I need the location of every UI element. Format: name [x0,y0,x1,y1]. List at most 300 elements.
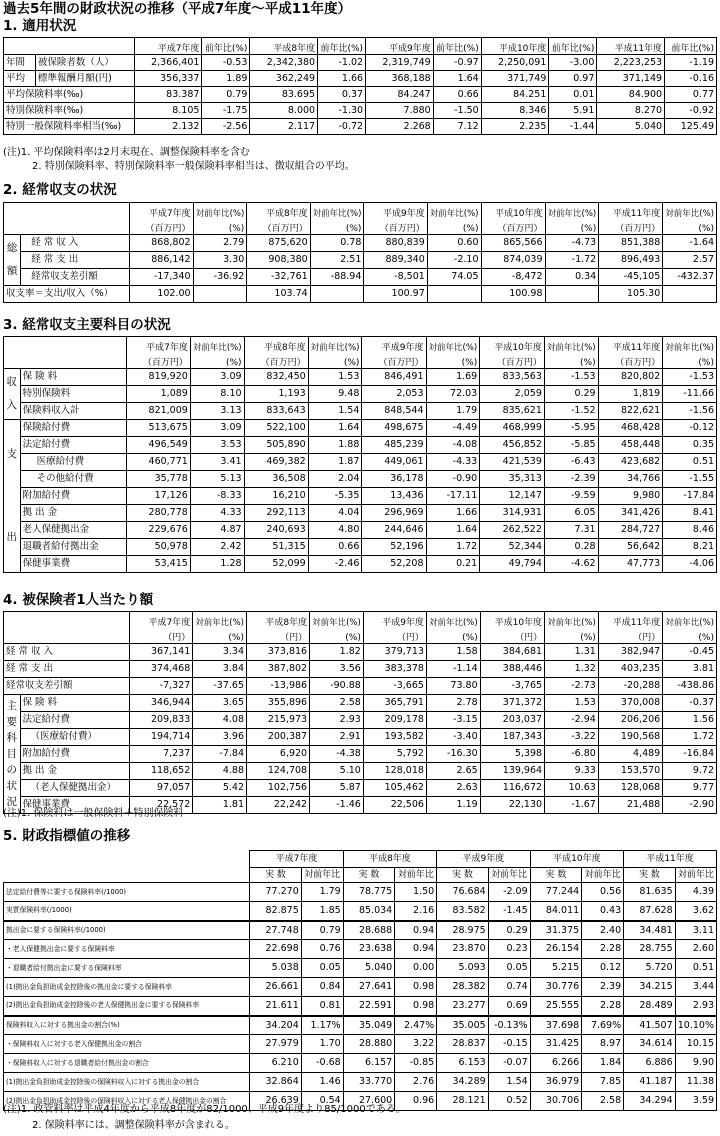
table-cell: 83.695 [250,87,318,103]
table-row [4,997,717,1016]
table-cell: 77.270 [250,883,302,902]
sub-header: 実 数 [437,868,489,883]
col-header: 前年比(%) [433,38,481,55]
table-cell: -0.13% [488,1016,530,1035]
table-cell: 5.215 [530,959,582,978]
table-cell: 9.90 [675,1054,716,1073]
table-cell: 522,100 [244,420,308,437]
table-cell: 851,388 [599,235,663,252]
table-cell: 2.91 [310,729,364,746]
table-cell: 1.54 [488,1073,530,1092]
table-cell: 17,126 [126,488,190,505]
table-cell: 84.251 [481,87,549,103]
year-header: 平成11年度 [624,851,717,868]
table-cell: 52,208 [362,556,426,573]
table-cell: 5.093 [437,959,489,978]
table-cell: -16.84 [663,746,717,763]
table-cell: 0.77 [665,87,717,103]
table-cell: -3,665 [363,678,426,695]
table-cell: 1.85 [301,902,343,921]
table-cell: 1.58 [426,644,480,661]
table-cell: 81.635 [624,883,676,902]
table-cell: 49,794 [480,556,545,573]
table-cell: 2,319,749 [366,55,434,71]
table-cell: 1.81 [193,797,247,814]
table-cell: -9.59 [544,488,598,505]
group-char: 況 [6,796,17,808]
table-cell: 4.39 [675,883,716,902]
table-cell: -0.12 [663,420,717,437]
table-cell: -2.73 [545,678,599,695]
table-cell: -0.90 [426,471,480,488]
table-cell: 356,337 [134,71,202,87]
table-cell: 139,964 [480,763,544,780]
table-cell: 35.049 [343,1016,395,1035]
col-header: 平成8年度 [247,203,310,219]
table-cell: -1.55 [663,471,717,488]
table-cell: 27.641 [343,978,395,997]
table-row [4,921,717,940]
row-label: 経常収支差引額 [4,678,130,695]
table-cell: 832,450 [244,369,308,386]
table-cell: 0.98 [395,978,437,997]
table-cell: 125.49 [665,119,717,135]
table-cell: -0.92 [665,103,717,119]
table-cell: 0.94 [395,940,437,959]
table-cell: 0.51 [663,454,717,471]
col-header: 平成9年度 [363,612,426,628]
table-cell: 403,235 [598,661,662,678]
row-label: 附加給付費 [20,488,126,505]
table-cell: 9.48 [308,386,362,403]
table-cell: 373,816 [247,644,310,661]
year-header: 平成10年度 [530,851,623,868]
row-group-label [4,235,21,286]
col-header: 平成10年度 [480,612,544,628]
table-header-row [4,337,717,353]
table-cell: 240,693 [244,522,308,539]
table-cell: 2.65 [426,763,480,780]
table-cell: -1.30 [318,103,366,119]
table-cell: 1.19 [426,797,480,814]
table-cell: 22.698 [250,940,302,959]
table-cell: 1,089 [126,386,190,403]
table-cell: 371,749 [481,71,549,87]
table-cell: 7.85 [582,1073,624,1092]
table-cell: 2.268 [366,119,434,135]
col-header: 前年比(%) [318,38,366,55]
table-cell: -7.84 [193,746,247,763]
table-cell: 2.93 [675,997,716,1016]
table-header-row [4,851,717,868]
table-cell: 7,237 [130,746,193,763]
table-row [4,678,717,695]
table-cell: 886,142 [130,252,193,269]
table-cell: 36,508 [244,471,308,488]
table-cell: 52,099 [244,556,308,573]
table-cell: 0.29 [488,921,530,940]
col-unit: （円） [130,628,193,644]
table-cell: 6.210 [250,1054,302,1073]
table-cell: 3.34 [193,644,247,661]
table-cell: -8,501 [364,269,427,286]
table-cell: 5.13 [190,471,244,488]
table-cell: -0.53 [202,55,250,71]
table-cell: 379,713 [363,644,426,661]
table-cell: 26.154 [530,940,582,959]
table-row [4,1054,717,1073]
table-cell: 0.54 [301,1092,343,1111]
table-cell: -8,472 [481,269,545,286]
row-label: 法定給付費 [20,437,126,454]
table-cell: 2.04 [308,471,362,488]
col-unit: (%) [310,628,364,644]
col-header: 対前年比(%) [310,612,364,628]
row-label: (2)拠出金負担助成金控除後の保険料収入に対する老人保健拠出金の割合 [4,1092,250,1111]
row-label: (2)拠出金負担助成金控除後の老人保健拠出金に要する保険料率 [4,997,250,1016]
col-header: 前年比(%) [202,38,250,55]
table-cell: 27.748 [250,921,302,940]
col-unit: （円） [247,628,310,644]
table-cell: 1.31 [545,644,599,661]
col-unit: （百万円） [130,219,193,235]
table-cell: -1.46 [310,797,364,814]
table-cell: 3.41 [190,454,244,471]
col-header: 平成8年度 [250,38,318,55]
table-cell: -3.22 [545,729,599,746]
coverage-table [3,37,717,135]
col-header: 平成9年度 [366,38,434,55]
table-cell: -1.56 [663,403,717,420]
table-cell: 22,242 [247,797,310,814]
table-row [4,978,717,997]
row-label: 附加給付費 [20,746,130,763]
table-cell: -1.50 [433,103,481,119]
group-char: の [6,764,17,776]
table-cell: -1.52 [544,403,598,420]
group-char: 出 [6,531,18,543]
col-unit: （百万円） [598,353,663,369]
table-cell: 25.555 [530,997,582,1016]
table-row [4,420,717,437]
col-header: 平成9年度 [362,337,426,353]
table-cell: 2.51 [310,252,364,269]
table-cell: -0.68 [301,1054,343,1073]
table-cell: 34.294 [624,1092,676,1111]
table-cell: -3,765 [480,678,544,695]
table-cell [545,286,599,303]
table-header-row [4,628,717,644]
table-cell: 5.42 [193,780,247,797]
table-cell: 1.50 [395,883,437,902]
col-unit: （円） [598,628,662,644]
table-cell: 875,620 [247,235,310,252]
table-cell: 3.09 [190,369,244,386]
table-cell: 9.77 [663,780,717,797]
col-header: 対前年比(%) [426,612,480,628]
table-cell: 0.52 [488,1092,530,1111]
table-cell: -16.30 [426,746,480,763]
table-cell: 362,249 [250,71,318,87]
sub-header: 対前年比 [395,868,437,883]
col-unit: （百万円） [599,219,663,235]
table-cell: -4.33 [426,454,480,471]
table-cell: 0.05 [301,959,343,978]
table-cell: 22,130 [480,797,544,814]
table-cell: 8.41 [663,505,717,522]
table-cell: 2.132 [134,119,202,135]
table-cell: -90.88 [310,678,364,695]
table-cell: 36.979 [530,1073,582,1092]
table-cell: 3.84 [193,661,247,678]
table-cell: -432.37 [663,269,717,286]
section-1-note-1: (注)1. 平均保険料率は2月末現在、調整保険料率を含む [3,147,250,158]
table-cell: 34.204 [250,1016,302,1035]
table-cell: 10.10% [675,1016,716,1035]
table-row [4,1016,717,1035]
table-cell: 87.628 [624,902,676,921]
table-cell: 355,896 [247,695,310,712]
row-label: 経 常 支 出 [4,661,130,678]
table-cell: -0.07 [488,1054,530,1073]
sub-header: 実 数 [343,868,395,883]
table-cell: 3.44 [675,978,716,997]
per-capita-table [3,611,717,814]
table-cell: 280,778 [126,505,190,522]
table-cell: 8.346 [481,103,549,119]
group-char: 総 [6,241,18,254]
table-cell: 0.43 [582,902,624,921]
col-header: 対前年比(%) [308,337,362,353]
col-header: 対前年比(%) [663,612,717,628]
col-unit: (%) [308,353,362,369]
table-cell: 370,008 [598,695,662,712]
table-cell: -2.39 [544,471,598,488]
section-1-heading: 1. 適用状況 [3,18,77,34]
table-cell: 74.05 [427,269,481,286]
table-cell: 9,980 [598,488,663,505]
table-cell: 7.69% [582,1016,624,1035]
table-cell: 1.66 [426,505,480,522]
table-cell: -6.80 [545,746,599,763]
table-cell: 496,549 [126,437,190,454]
row-label: (1)拠出金負担助成金控除後の拠出金に要する保険料率 [4,978,250,997]
table-cell: -1.44 [549,119,597,135]
table-cell: 3.13 [190,403,244,420]
table-cell: 28.121 [437,1092,489,1111]
row-group-label: 平均 [4,71,36,87]
table-cell: 6.05 [544,505,598,522]
table-cell: 468,999 [480,420,545,437]
table-cell: -0.97 [433,55,481,71]
table-cell: 41.507 [624,1016,676,1035]
section-5-heading: 5. 財政指標値の推移 [3,828,131,844]
table-cell: 5.91 [549,103,597,119]
table-cell: 505,890 [244,437,308,454]
table-cell [663,286,717,303]
table-header-row [4,203,717,219]
table-cell: 1.66 [318,71,366,87]
table-cell: 908,380 [247,252,310,269]
table-row [4,695,717,712]
table-cell: 468,428 [598,420,663,437]
table-cell: -17.11 [426,488,480,505]
table-cell: 6.266 [530,1054,582,1073]
table-cell: 27.600 [343,1092,395,1111]
table-cell: 382,947 [598,644,662,661]
table-cell: 1.70 [301,1035,343,1054]
col-unit: （百万円） [126,353,190,369]
table-row [4,119,717,135]
table-cell: 105,462 [363,780,426,797]
table-cell: 23.277 [437,997,489,1016]
col-header: 平成11年度 [598,612,662,628]
table-cell: 11.38 [675,1073,716,1092]
table-cell: 193,582 [363,729,426,746]
table-cell: 1.72 [663,729,717,746]
table-cell: 209,178 [363,712,426,729]
table-cell: 8.000 [250,103,318,119]
group-char: 状 [6,780,17,792]
table-cell: 23.870 [437,940,489,959]
table-row [4,661,717,678]
col-header: 対前年比(%) [193,612,247,628]
table-cell: 485,239 [362,437,426,454]
table-cell: 31.375 [530,921,582,940]
table-cell: 2.58 [582,1092,624,1111]
table-cell: 423,682 [598,454,663,471]
table-cell: 0.66 [433,87,481,103]
table-cell: 6.153 [437,1054,489,1073]
col-header: 前年比(%) [665,38,717,55]
row-label: 保険料収入計 [20,403,126,420]
section-5-note-2: 2. 保険料率には、調整保険料率が含まれる。 [32,1120,235,1131]
table-cell: -4.49 [426,420,480,437]
table-cell: -4.08 [426,437,480,454]
col-unit: (%) [310,219,364,235]
row-label: 収支率＝支出/収入（%） [4,286,130,303]
table-cell: 16,210 [244,488,308,505]
group-char: 入 [6,399,18,411]
row-label: 経 常 支 出 [21,252,130,269]
table-cell: -5.35 [308,488,362,505]
table-cell: 8.270 [597,103,665,119]
table-cell: 368,188 [366,71,434,87]
table-cell: -3.00 [549,55,597,71]
table-cell: 374,468 [130,661,193,678]
table-cell: 889,340 [364,252,427,269]
table-row [4,437,717,454]
table-row [4,959,717,978]
table-cell: -1.72 [545,252,599,269]
table-row [4,522,717,539]
table-cell: 848,544 [362,403,426,420]
table-cell: 28.975 [437,921,489,940]
col-header: 前年比(%) [549,38,597,55]
table-cell: 0.23 [488,940,530,959]
table-cell: 0.98 [395,997,437,1016]
table-cell: -1.02 [318,55,366,71]
table-cell: 209,833 [130,712,193,729]
table-cell: -2.46 [308,556,362,573]
table-cell: -2.94 [545,712,599,729]
table-cell: 2.60 [675,940,716,959]
table-cell: -17,340 [130,269,193,286]
col-header: 平成10年度 [481,38,549,55]
table-row [4,269,717,286]
table-cell: 28.382 [437,978,489,997]
row-label: 法定給付費 [20,712,130,729]
table-row [4,403,717,420]
col-unit: （百万円） [244,353,308,369]
table-cell: 34.215 [624,978,676,997]
table-row [4,556,717,573]
table-cell: 53,415 [126,556,190,573]
row-label: 保険給付費 [20,420,126,437]
table-cell: 5.87 [310,780,364,797]
table-cell: -17.84 [663,488,717,505]
group-char: 収 [6,375,18,388]
table-cell: 26.661 [250,978,302,997]
table-cell: 821,009 [126,403,190,420]
table-cell: 2.28 [582,997,624,1016]
table-cell: 50,978 [126,539,190,556]
col-header: 対前年比(%) [190,337,244,353]
table-row [4,746,717,763]
table-cell: 0.96 [395,1092,437,1111]
table-cell: 371,149 [597,71,665,87]
table-cell: -1.53 [544,369,598,386]
table-cell: 820,802 [598,369,663,386]
table-cell: 35,313 [480,471,545,488]
row-label: 特別保険料 [20,386,126,403]
table-cell: 35,778 [126,471,190,488]
table-cell: 22,572 [130,797,193,814]
col-unit: (%) [427,219,481,235]
table-cell: -11.66 [663,386,717,403]
col-header: 平成10年度 [480,337,545,353]
table-cell: 2.63 [426,780,480,797]
table-cell: 102.00 [130,286,193,303]
table-row [4,386,717,403]
table-cell: 1.17% [301,1016,343,1035]
table-cell: 28.837 [437,1035,489,1054]
col-unit: (%) [426,353,480,369]
table-cell: 1.69 [426,369,480,386]
table-cell: 2,250,091 [481,55,549,71]
table-cell: 3.62 [675,902,716,921]
table-cell: 51,315 [244,539,308,556]
table-cell: 387,802 [247,661,310,678]
row-label: 特別保険料率(‰) [4,103,135,119]
table-cell: 1.84 [582,1054,624,1073]
row-label: 保健事業費 [20,556,126,573]
row-label: 被保険者数（人） [35,55,134,71]
table-cell: 1.46 [301,1073,343,1092]
group-char: 支 [6,447,18,460]
table-cell: 2,223,253 [597,55,665,71]
table-cell: 4.88 [193,763,247,780]
row-label: 保健事業費 [20,797,130,814]
table-cell: 292,113 [244,505,308,522]
table-cell: 34,766 [598,471,663,488]
row-label: (1)拠出金負担助成金控除後の保険料収入に対する拠出金の割合 [4,1073,250,1092]
table-cell: 0.05 [488,959,530,978]
table-cell: 35.005 [437,1016,489,1035]
table-cell: 1,193 [244,386,308,403]
table-cell: 0.94 [395,921,437,940]
table-cell: 0.12 [582,959,624,978]
